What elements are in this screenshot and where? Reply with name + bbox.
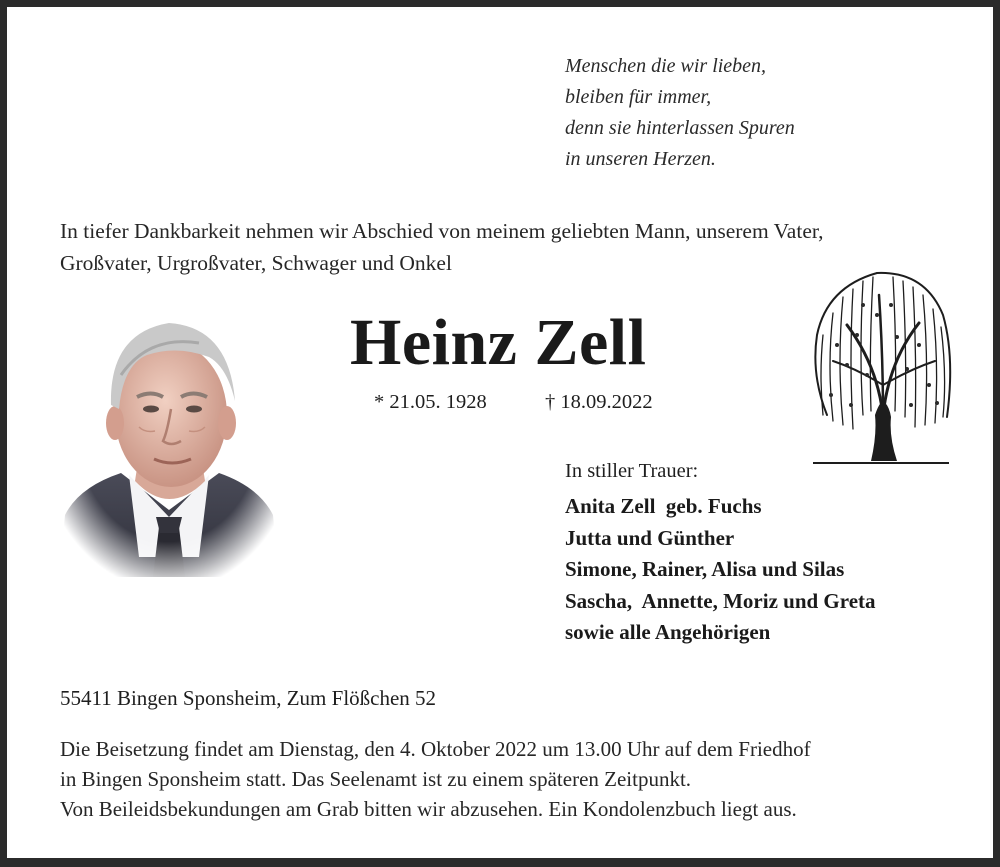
address: 55411 Bingen Sponsheim, Zum Flößchen 52	[60, 686, 437, 710]
intro-text	[60, 215, 824, 279]
intro-line: In tiefer Dankbarkeit nehmen wir Abschied von meinem geliebten Mann, unserem Vater,	[60, 219, 824, 243]
mourners-list	[565, 491, 876, 649]
poem-line: Menschen die wir lieben,	[565, 55, 767, 77]
poem-line: bleiben für immer,	[565, 86, 712, 108]
poem-line: in unseren Herzen.	[565, 148, 716, 170]
funeral-line: Die Beisetzung findet am Dienstag, den 4. Oktober 2022 um 13.00 Uhr auf dem Friedhof	[60, 737, 811, 761]
mourner-line: Sascha, Annette, Moriz und Greta	[565, 588, 876, 613]
intro-line: Großvater, Urgroßvater, Schwager und Onkel	[60, 251, 452, 275]
mourner-line: Simone, Rainer, Alisa und Silas	[565, 557, 845, 581]
mourner-line: Anita Zell geb. Fuchs	[565, 494, 762, 518]
funeral-line: Von Beileidsbekundungen am Grab bitten wir abzusehen. Ein Kondolenzbuch liegt aus.	[60, 797, 797, 821]
poem	[565, 51, 795, 175]
funeral-line: in Bingen Sponsheim statt. Das Seelenamt ist zu einem späteren Zeitpunkt.	[60, 767, 692, 791]
mourner-line: Jutta und Günther	[565, 525, 735, 550]
deceased-name: Heinz Zell	[350, 306, 647, 379]
mourner-line: sowie alle Angehörigen	[565, 620, 771, 644]
mourning-heading: In stiller Trauer:	[565, 460, 699, 482]
birth-date: * 21.05. 1928	[374, 391, 487, 413]
poem-line: denn sie hinterlassen Spuren	[565, 117, 795, 139]
weeping-willow-icon	[807, 265, 955, 467]
portrait-photo	[59, 305, 279, 577]
funeral-info	[60, 734, 811, 824]
death-date: † 18.09.2022	[545, 391, 653, 413]
